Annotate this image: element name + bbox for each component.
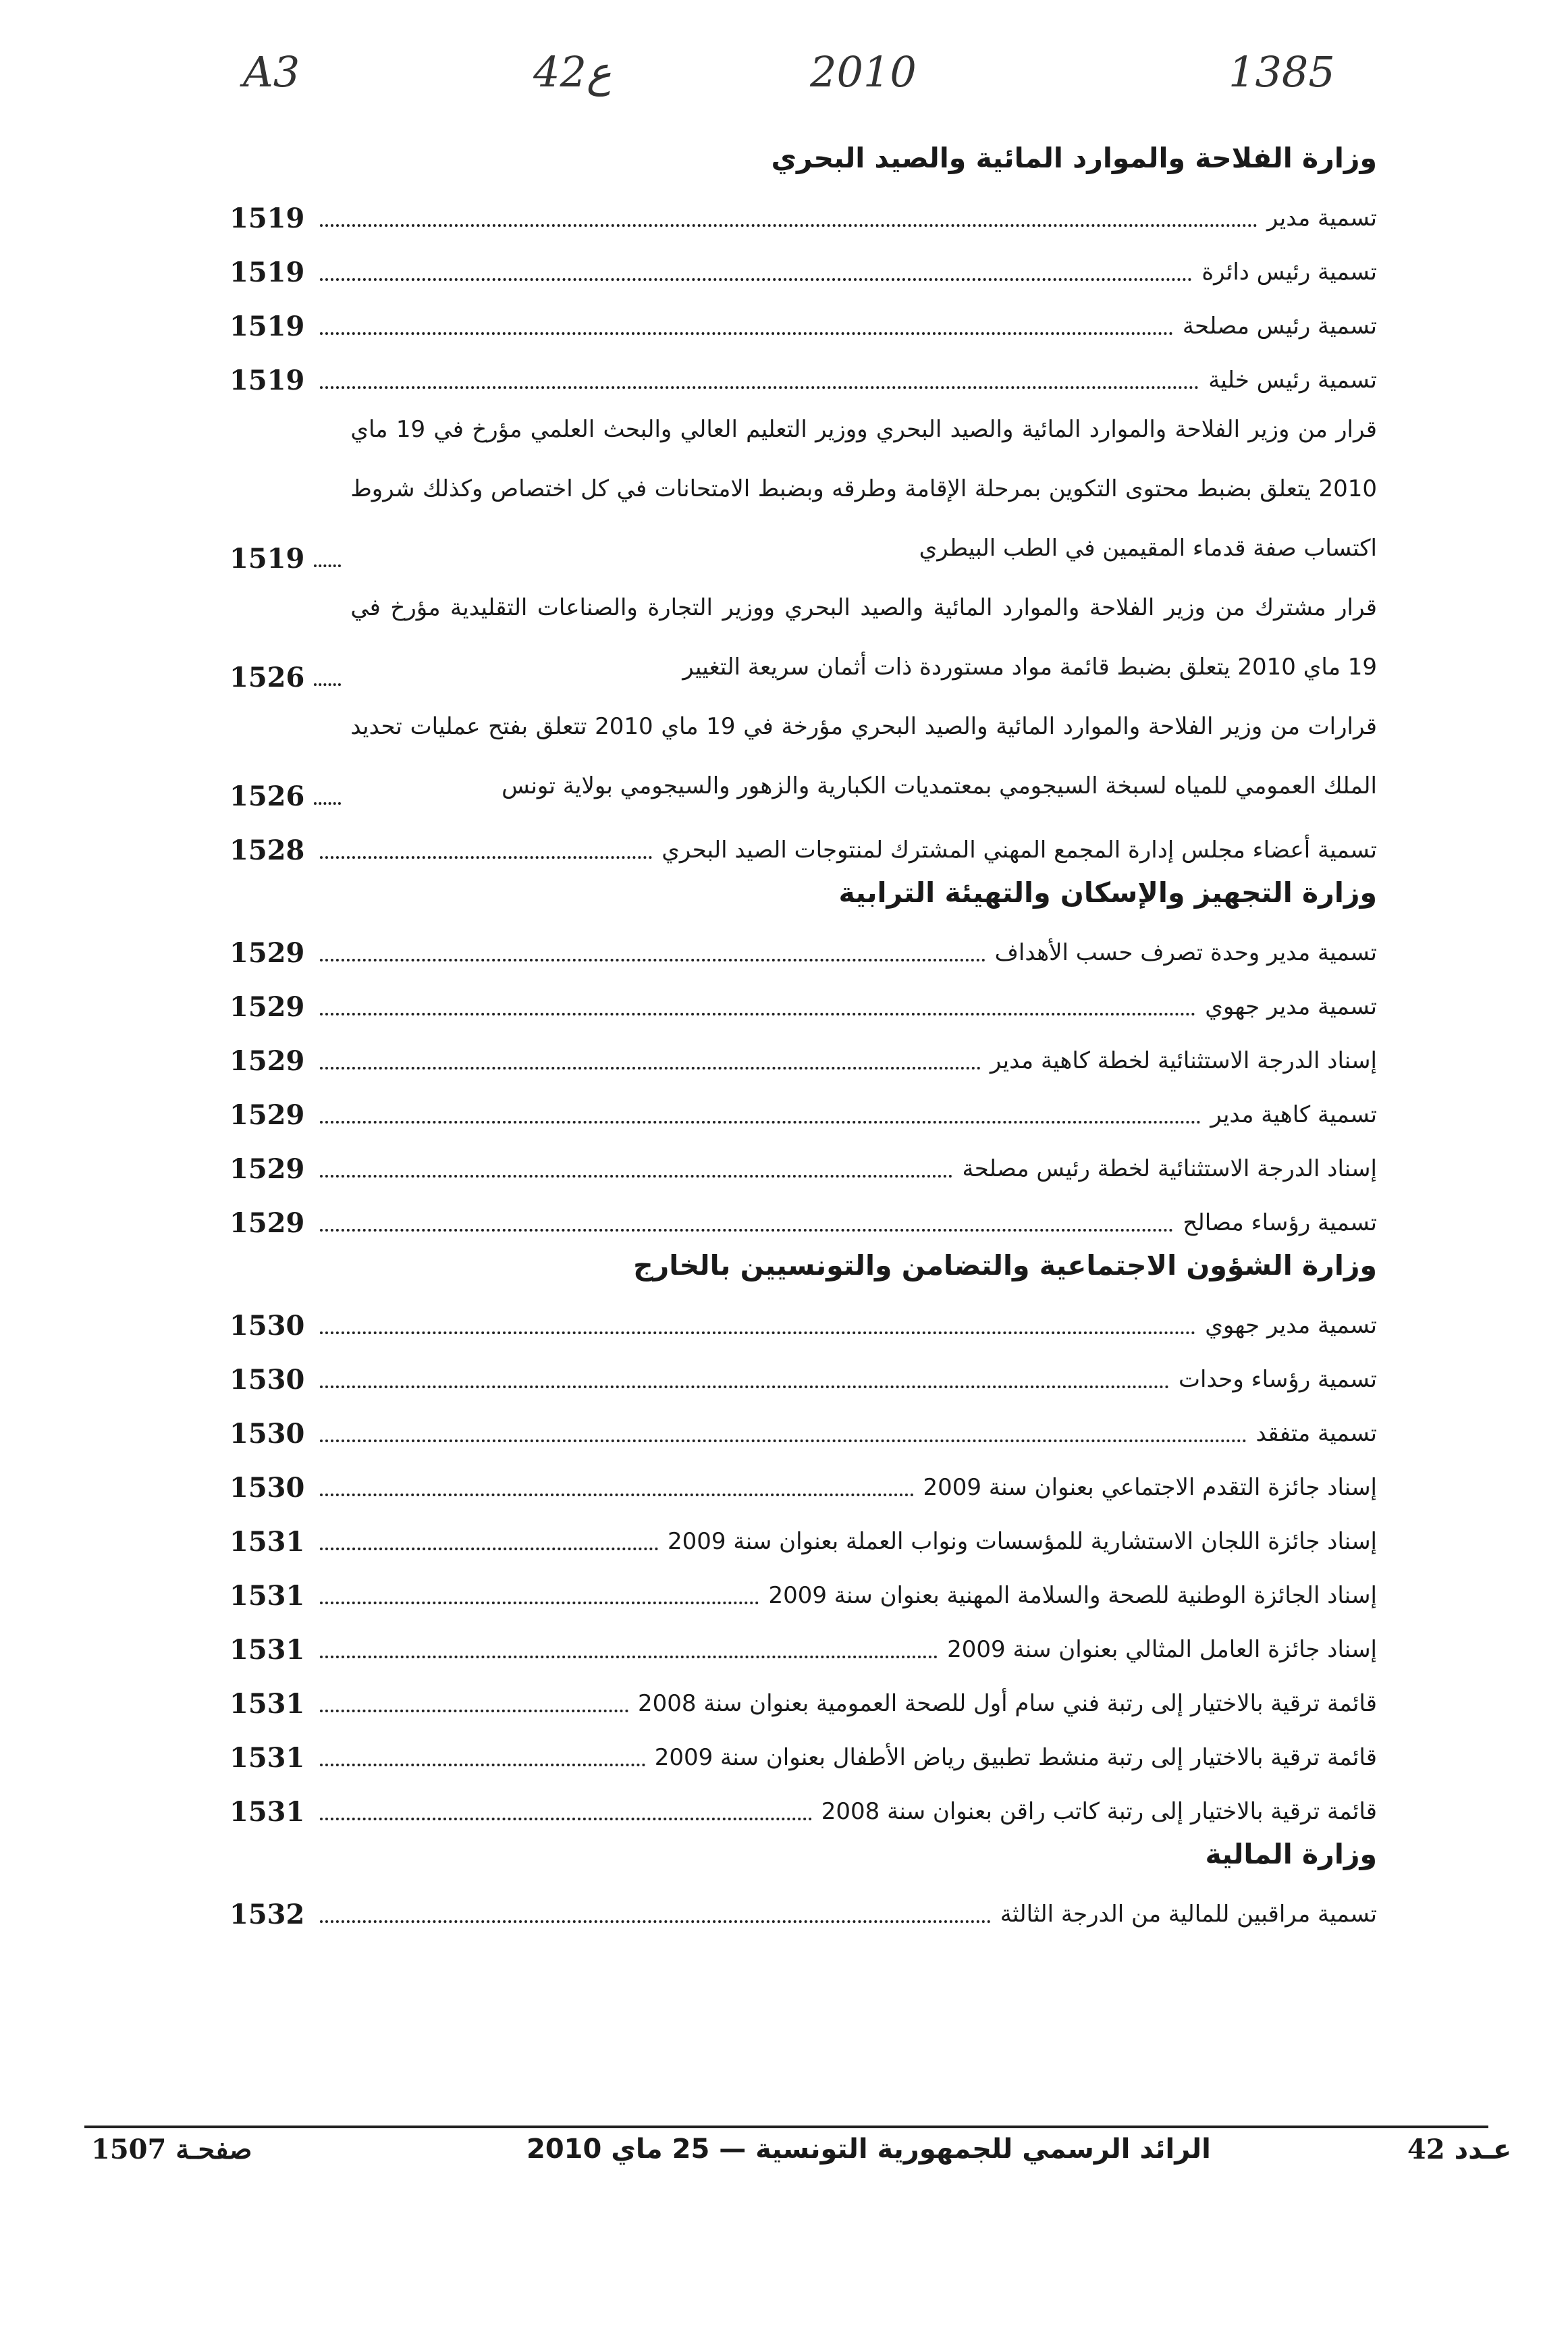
dot-leader [320, 856, 652, 859]
toc-entry [229, 400, 1377, 578]
dot-leader [320, 1494, 914, 1496]
entry-page-number: 1531 [229, 1634, 305, 1666]
handwritten-code: 1385 [1228, 47, 1335, 97]
dot-leader [320, 1121, 1201, 1124]
entry-title: إسناد جائزة العامل المثالي بعنوان سنة 2009 [947, 1636, 1377, 1663]
entry-title: قائمة ترقية بالاختيار إلى رتبة كاتب راقن بعنوان سنة 2008 [821, 1798, 1377, 1825]
toc-entry [229, 972, 1377, 1026]
dot-leader [314, 802, 341, 805]
section-title: وزارة التجهيز والإسكان والتهيئة الترابية [838, 876, 1377, 909]
footer-issue-number: 42 [1407, 2134, 1445, 2165]
entry-page-number: 1529 [229, 1207, 305, 1239]
entry-page-number: 1529 [229, 1099, 305, 1131]
toc-entry [229, 918, 1377, 972]
toc-entry [229, 1777, 1377, 1831]
entry-page-number: 1532 [229, 1899, 305, 1930]
dot-leader [320, 1175, 952, 1178]
toc-entry [229, 1399, 1377, 1453]
dot-leader [320, 278, 1192, 281]
dot-leader [320, 1764, 645, 1766]
toc-entry [229, 1615, 1377, 1669]
handwritten-year: 2010 [810, 47, 917, 97]
handwritten-ref: ع42 [533, 47, 612, 97]
toc-entry [229, 1561, 1377, 1615]
toc-entry [229, 1291, 1377, 1345]
entry-title: تسمية رؤساء وحدات [1179, 1366, 1377, 1393]
toc-entry [229, 1134, 1377, 1188]
toc-entry [229, 1026, 1377, 1080]
dot-leader [320, 1710, 628, 1712]
footer-issue [1407, 2134, 1511, 2165]
dot-leader [320, 1440, 1247, 1442]
dot-leader [320, 1331, 1195, 1334]
entry-title: إسناد جائزة التقدم الاجتماعي بعنوان سنة 2009 [923, 1474, 1377, 1501]
dot-leader [320, 1229, 1173, 1232]
entry-page-number: 1530 [229, 1364, 305, 1396]
entry-title: إسناد الدرجة الاستثنائية لخطة رئيس مصلحة [962, 1155, 1377, 1182]
toc-entry [229, 1669, 1377, 1723]
dot-leader [320, 1920, 991, 1923]
entry-title: تسمية مدير [1266, 205, 1377, 232]
toc-entry [229, 1453, 1377, 1507]
entry-page-number: 1529 [229, 1045, 305, 1077]
entry-title: تسمية رئيس مصلحة [1182, 313, 1377, 340]
entry-page-number: 1531 [229, 1742, 305, 1774]
footer-page-number: 1507 [91, 2134, 167, 2165]
toc-entry [229, 184, 1377, 238]
dot-leader [320, 1385, 1169, 1388]
toc-entry [229, 292, 1377, 346]
toc-entry [229, 1345, 1377, 1399]
dot-leader [320, 386, 1199, 389]
entry-page-number: 1526 [229, 662, 305, 693]
entry-page-number: 1519 [229, 365, 305, 396]
entry-title: إسناد الجائزة الوطنية للصحة والسلامة المهنية بعنوان سنة 2009 [768, 1582, 1377, 1609]
toc-entry [229, 1880, 1377, 1934]
entry-page-number: 1519 [229, 257, 305, 288]
entry-title: تسمية أعضاء مجلس إدارة المجمع المهني المشترك لمنتوجات الصيد البحري [661, 837, 1377, 864]
entry-page-number: 1519 [229, 311, 305, 342]
entry-title: قرار من وزير الفلاحة والموارد المائية والصيد البحري ووزير التعليم العالي والبحث العلمي مؤرخ في 19 ماي 2010 يتعلق بضبط محتوى التكوين بمرحلة الإقامة وطرقه وبضبط الامتحانات في كل اختصاص وكذلك شروط اكتساب صفة قدماء المقيمين في الطب البيطري [350, 416, 1377, 562]
toc-entry [229, 1080, 1377, 1134]
dot-leader [320, 1548, 658, 1550]
entry-page-number: 1530 [229, 1472, 305, 1504]
entry-page-number: 1531 [229, 1796, 305, 1828]
toc-entry [229, 346, 1377, 400]
entry-page-number: 1529 [229, 1153, 305, 1185]
dot-leader [320, 332, 1173, 335]
dot-leader [320, 1067, 981, 1070]
toc-entry [229, 1723, 1377, 1777]
entry-title: تسمية كاهية مدير [1210, 1101, 1377, 1128]
entry-title: قرار مشترك من وزير الفلاحة والموارد المائية والصيد البحري ووزير التجارة والصناعات التقليدية مؤرخ في 19 ماي 2010 يتعلق بضبط قائمة مواد مستوردة ذات أثمان سريعة التغيير [350, 594, 1377, 681]
entry-title: تسمية متفقد [1255, 1420, 1377, 1447]
table-of-contents [229, 135, 1377, 1934]
entry-title: تسمية مدير وحدة تصرف حسب الأهداف [994, 939, 1377, 966]
dot-leader [320, 1602, 759, 1604]
footer-rule [84, 2126, 1488, 2128]
entry-title: تسمية مراقبين للمالية من الدرجة الثالثة [1000, 1901, 1377, 1928]
entry-title: تسمية رؤساء مصالح [1183, 1209, 1377, 1236]
entry-title: قائمة ترقية بالاختيار إلى رتبة منشط تطبيق رياض الأطفال بعنوان سنة 2009 [654, 1744, 1377, 1771]
footer-journal-title: الرائد الرسمي للجمهورية التونسية — 25 ماي 2010 [526, 2134, 1211, 2165]
entry-page-number: 1528 [229, 835, 305, 866]
entry-page-number: 1526 [229, 781, 305, 812]
toc-entry [229, 1507, 1377, 1561]
entry-page-number: 1519 [229, 543, 305, 575]
entry-page-number: 1529 [229, 937, 305, 969]
entry-page-number: 1530 [229, 1310, 305, 1342]
footer-issue-label: عـدد [1454, 2134, 1512, 2165]
dot-leader [320, 1818, 812, 1820]
entry-title: تسمية رئيس خلية [1208, 367, 1377, 394]
toc-entry [229, 697, 1377, 816]
entry-title: تسمية مدير جهوي [1205, 993, 1377, 1020]
footer-page [91, 2134, 252, 2165]
entry-page-number: 1531 [229, 1526, 305, 1558]
toc-entry [229, 816, 1377, 870]
dot-leader [320, 1013, 1195, 1015]
toc-entry [229, 578, 1377, 697]
entry-page-number: 1531 [229, 1688, 305, 1720]
section-title: وزارة المالية [1205, 1838, 1377, 1870]
entry-page-number: 1530 [229, 1418, 305, 1450]
footer-page-label: صفحـة [175, 2134, 252, 2165]
dot-leader [314, 564, 341, 567]
entry-title: تسمية مدير جهوي [1205, 1312, 1377, 1339]
toc-entry [229, 1188, 1377, 1242]
entry-page-number: 1531 [229, 1580, 305, 1612]
dot-leader [314, 683, 341, 686]
section-title: وزارة الشؤون الاجتماعية والتضامن والتونسيين بالخارج [633, 1249, 1377, 1282]
dot-leader [320, 1656, 938, 1658]
toc-entry [229, 238, 1377, 292]
entry-title: إسناد الدرجة الاستثنائية لخطة كاهية مدير [990, 1047, 1377, 1074]
section-title: وزارة الفلاحة والموارد المائية والصيد البحري [771, 142, 1377, 174]
entry-title: تسمية رئيس دائرة [1201, 259, 1377, 286]
entry-title: قرارات من وزير الفلاحة والموارد المائية والصيد البحري مؤرخة في 19 ماي 2010 تتعلق بفتح عمليات تحديد الملك العمومي للمياه لسبخة السيجومي بمعتمديات الكبارية والزهور والسيجومي بولاية تونس [350, 713, 1377, 799]
entry-page-number: 1529 [229, 991, 305, 1023]
handwritten-a3: A3 [243, 47, 300, 97]
entry-title: إسناد جائزة اللجان الاستشارية للمؤسسات ونواب العملة بعنوان سنة 2009 [668, 1528, 1377, 1555]
dot-leader [320, 224, 1258, 227]
entry-page-number: 1519 [229, 203, 305, 234]
dot-leader [320, 959, 985, 961]
entry-title: قائمة ترقية بالاختيار إلى رتبة فني سام أول للصحة العمومية بعنوان سنة 2008 [638, 1690, 1377, 1717]
